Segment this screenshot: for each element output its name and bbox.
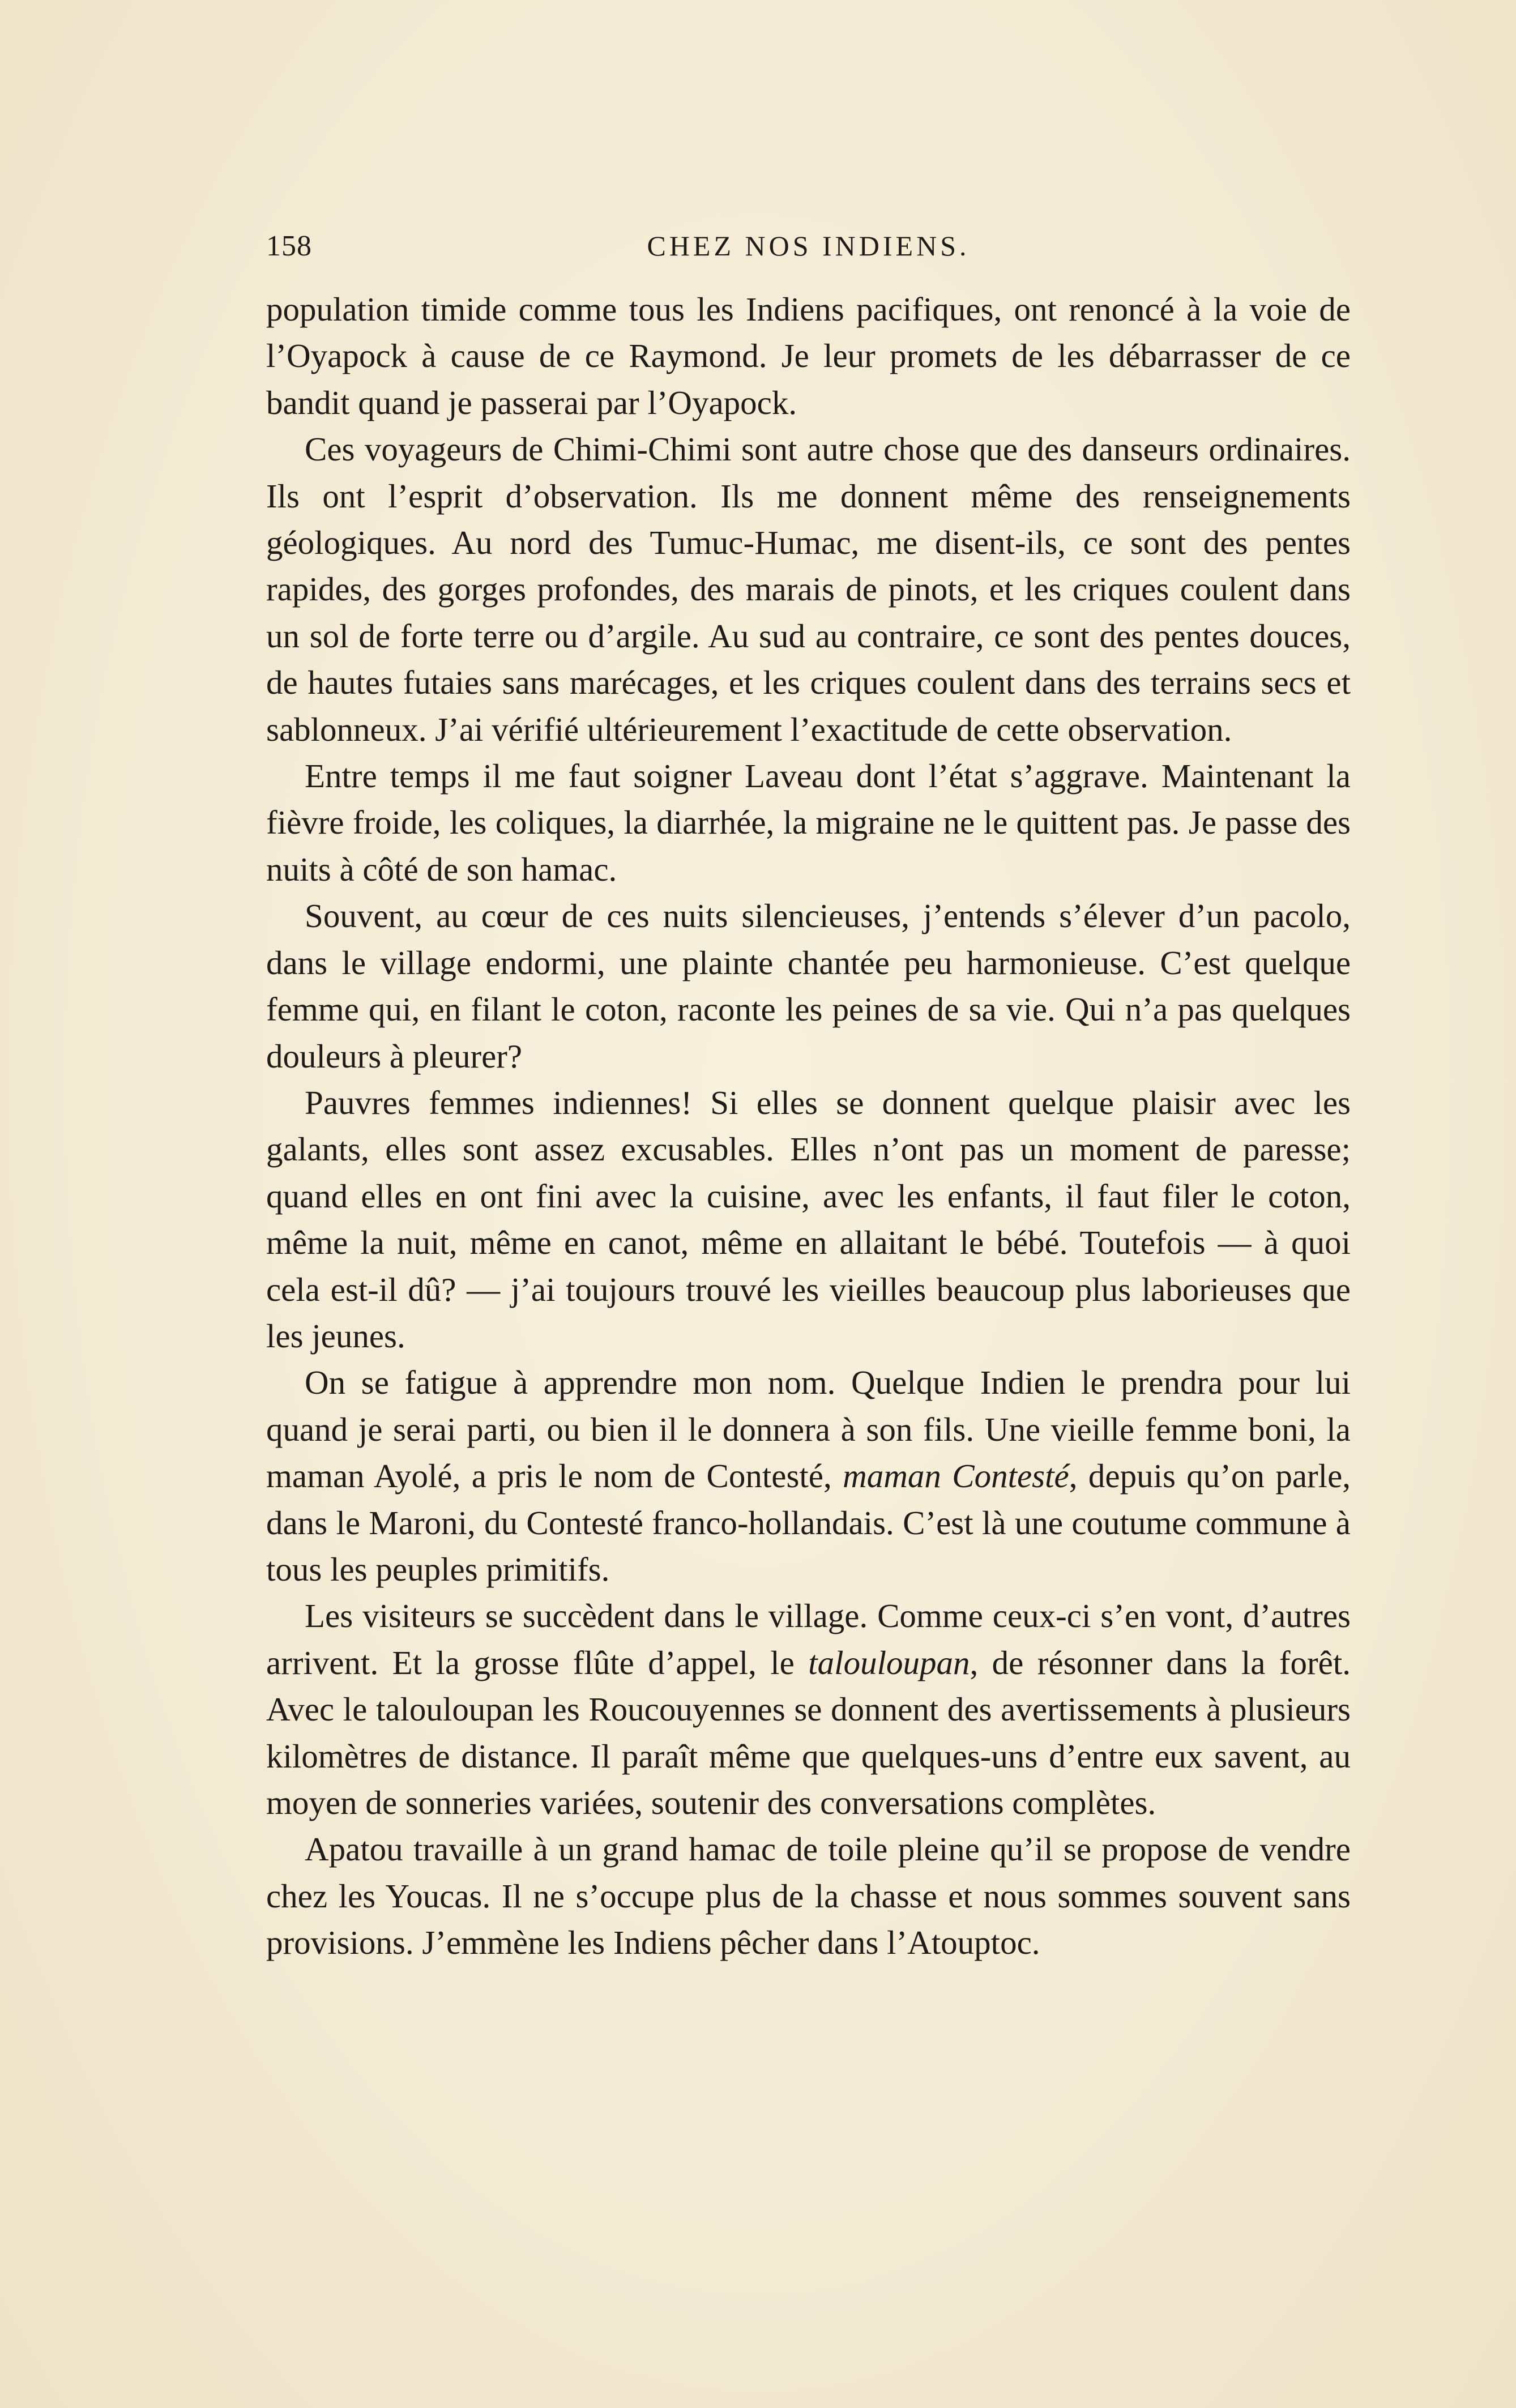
paragraph-visitors-flute	[266, 1592, 1351, 1826]
paragraph-text: , de résonner dans la forêt. Avec le talouloupan les Roucouyennes se donnent des avertissements à plusieurs kilomètres de distance. Il paraît même que quelques-uns d’entre eux savent, au moyen de sonneries variées, soutenir des conversations complètes.	[266, 1643, 1351, 1821]
paragraph-text: Souvent, au cœur de ces nuits silencieuses, j’entends s’élever d’un pacolo, dans le village endormi, une plainte chantée peu harmonieuse. C’est quelque femme qui, en filant le coton, raconte les peines de sa vie. Qui n’a pas quelques douleurs à pleurer?	[266, 897, 1351, 1075]
page-number: 158	[266, 230, 312, 262]
paragraph-text: Pauvres femmes indiennes! Si elles se donnent quelque plaisir avec les galants, elles sont assez excusables. Elles n’ont pas un moment de paresse; quand elles en ont fini avec la cuisine, avec les enfants, il faut filer le coton, même la nuit, même en canot, même en allaitant le bébé. Toutefois — à quoi cela est-il dû? — j’ai toujours trouvé les vieilles beaucoup plus laborieuses que les jeunes.	[266, 1083, 1351, 1355]
running-head	[266, 229, 1351, 275]
italic-term-maman-conteste: maman Contesté	[843, 1457, 1069, 1495]
running-title: CHEZ NOS INDIENS.	[647, 230, 970, 262]
paragraph-text: Apatou travaille à un grand hamac de toile pleine qu’il se propose de vendre chez les Youcas. Il ne s’occupe plus de la chasse et nous sommes souvent sans provisions. J’emmène les Indiens pêcher dans l’Atouptoc.	[266, 1830, 1351, 1962]
body-text	[266, 286, 1351, 1966]
paragraph-chimi-chimi-travellers	[266, 426, 1351, 753]
paragraph-text: population timide comme tous les Indiens pacifiques, ont renoncé à la voie de l’Oyapock à cause de ce Raymond. Je leur promets de les débarrasser de ce bandit quand je passerai par l’Oyapock.	[266, 291, 1351, 421]
paragraph-text: , depuis qu’on parle, dans le Maroni, du Contesté franco-hollandais. C’est là une coutume commune à tous les peuples primitifs.	[266, 1457, 1351, 1588]
paragraph-indian-women	[266, 1079, 1351, 1359]
paragraph-text: Entre temps il me faut soigner Laveau dont l’état s’aggrave. Maintenant la fièvre froide, les coliques, la diarrhée, la migraine ne le quittent pas. Je passe des nuits à côté de son hamac.	[266, 757, 1351, 888]
paragraph-text: Les visiteurs se succèdent dans le village. Comme ceux-ci s’en vont, d’autres arrivent. Et la grosse flûte d’appel, le	[266, 1597, 1351, 1681]
paragraph-text: Ces voyageurs de Chimi-Chimi sont autre chose que des danseurs ordinaires. Ils ont l’esprit d’observation. Ils me donnent même des renseignements géologiques. Au nord des Tumuc-Humac, me disent-ils, ce sont des pentes rapides, des gorges profondes, des marais de pinots, et les criques coulent dans un sol de forte terre ou d’argile. Au sud au contraire, ce sont des pentes douces, de hautes futaies sans marécages, et les criques coulent dans des terrains secs et sablonneux. J’ai vérifié ultérieurement l’exactitude de cette observation.	[266, 430, 1351, 748]
paragraph-name-custom	[266, 1359, 1351, 1592]
italic-term-talouloupan: talouloupan	[808, 1643, 970, 1681]
paragraph-apatou-hammock	[266, 1826, 1351, 1966]
paragraph-continuation	[266, 286, 1351, 426]
paragraph-night-lament	[266, 893, 1351, 1079]
paragraph-text: On se fatigue à apprendre mon nom. Quelque Indien le prendra pour lui quand je serai parti, ou bien il le donnera à son fils. Une vieille femme boni, la maman Ayolé, a pris le nom de Contesté,	[266, 1364, 1351, 1495]
paragraph-laveau-illness	[266, 753, 1351, 893]
